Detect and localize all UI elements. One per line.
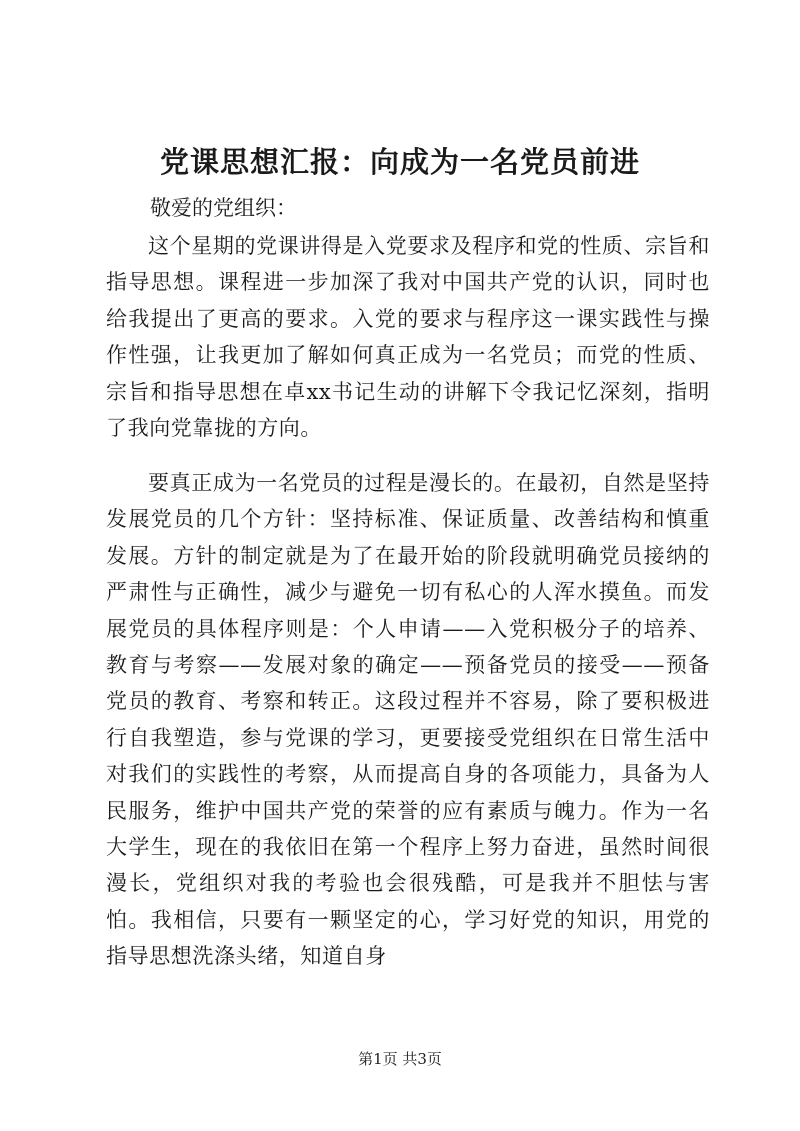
salutation: 敬爱的党组织：: [150, 196, 297, 220]
paragraph-2: 要真正成为一名党员的过程是漫长的。在最初，自然是坚持发展党员的几个方针：坚持标准、保证质量、改善结构和慎重发展。方针的制定就是为了在最开始的阶段就明确党员接纳的严肃性与正确性，减少与避免一切有私心的人浑水摸鱼。而发展党员的具体程序则是：个人申请——入党积极分子的培养、教育与考察——发展对象的确定——预备党员的接受——预备党员的教育、考察和转正。这段过程并不容易，除了要积极进行自我塑造，参与党课的学习，更要接受党组织在日常生活中对我们的实践性的考察，从而提高自身的各项能力，具备为人民服务，维护中国共产党的荣誉的应有素质与魄力。作为一名大学生，现在的我依旧在第一个程序上努力奋进，虽然时间很漫长，党组织对我的考验也会很残酷，可是我并不胆怯与害怕。我相信，只要有一颗坚定的心，学习好党的知识，用党的指导思想洗涤头绪，知道自身: [106, 471, 710, 969]
page-indicator: 第1页 共3页: [358, 1050, 442, 1068]
paragraph-1: 这个星期的党课讲得是入党要求及程序和党的性质、宗旨和指导思想。课程进一步加深了我对中国共产党的认识，同时也给我提出了更高的要求。入党的要求与程序这一课实践性与操作性强，让我更加了解如何真正成为一名党员；而党的性质、宗旨和指导思想在卓xx书记生动的讲解下令我记忆深刻，指明了我向党靠拢的方向。: [106, 234, 710, 441]
document-title: 党课思想汇报：向成为一名党员前进: [159, 145, 640, 179]
